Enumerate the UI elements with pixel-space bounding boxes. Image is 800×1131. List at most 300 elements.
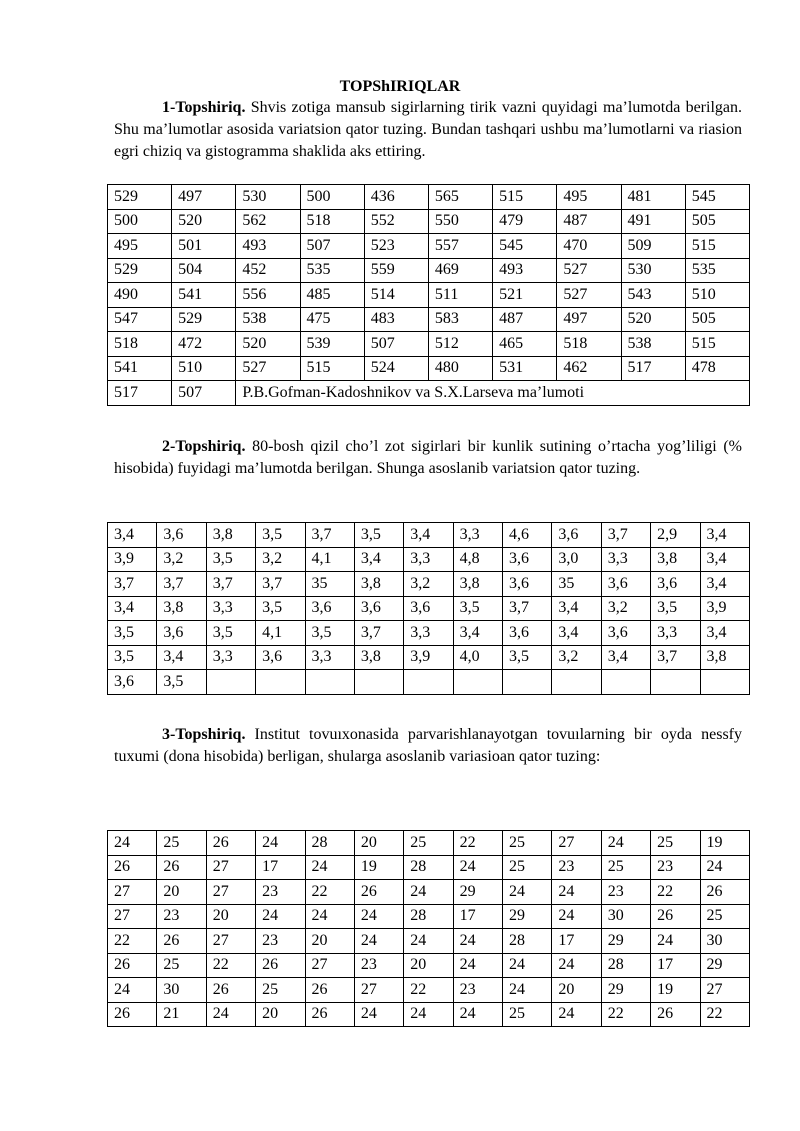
- table-cell: 3,5: [305, 621, 354, 646]
- table-cell: 20: [206, 904, 255, 929]
- table-cell: 547: [108, 307, 172, 332]
- table-row: [108, 234, 750, 259]
- table-cell: 518: [557, 332, 621, 357]
- table-cell: 3,6: [157, 523, 206, 548]
- table-row: [108, 904, 750, 929]
- table-row: [108, 929, 750, 954]
- table-cell: 3,4: [700, 572, 750, 597]
- task1-paragraph: [114, 97, 742, 163]
- table-cell: 24: [354, 904, 403, 929]
- table-row: [108, 332, 750, 357]
- table-cell: 501: [172, 234, 236, 259]
- table-cell: 538: [621, 332, 685, 357]
- table-cell: 3,6: [552, 523, 601, 548]
- table-cell: 25: [256, 978, 305, 1003]
- table-cell: 530: [236, 185, 300, 210]
- table-cell: 22: [601, 1002, 650, 1027]
- table-cell: 24: [305, 904, 354, 929]
- table-cell: 24: [404, 1002, 453, 1027]
- table-cell: 3,8: [651, 547, 700, 572]
- table-cell: 26: [305, 1002, 354, 1027]
- table-cell: 27: [700, 978, 750, 1003]
- table-cell: 3,3: [404, 621, 453, 646]
- table-cell: 531: [493, 356, 557, 381]
- table-cell: 479: [493, 209, 557, 234]
- table-cell: 495: [557, 185, 621, 210]
- table-cell: 487: [493, 307, 557, 332]
- table-cell: 518: [300, 209, 364, 234]
- table-row: [108, 356, 750, 381]
- table-cell: 35: [552, 572, 601, 597]
- table-cell: 28: [404, 904, 453, 929]
- table-cell: 3,6: [503, 572, 552, 597]
- table-cell: 3,4: [601, 645, 650, 670]
- table-cell: 495: [108, 234, 172, 259]
- table-cell: 3,8: [354, 645, 403, 670]
- table-cell: 3,6: [503, 547, 552, 572]
- table-cell: 3,8: [700, 645, 750, 670]
- table-row: [108, 283, 750, 308]
- table-row: [108, 670, 750, 695]
- task2-table: [107, 522, 750, 695]
- table-cell: 480: [428, 356, 492, 381]
- task3-paragraph: [114, 724, 742, 768]
- table-cell: 22: [305, 880, 354, 905]
- table-cell: 552: [364, 209, 428, 234]
- table-cell: 22: [206, 953, 255, 978]
- table-cell: 24: [651, 929, 700, 954]
- table-cell: 510: [685, 283, 749, 308]
- table-cell: 27: [206, 855, 255, 880]
- table-cell: 565: [428, 185, 492, 210]
- table-cell: 562: [236, 209, 300, 234]
- table-cell: 3,6: [108, 670, 157, 695]
- table-cell: 3,4: [108, 523, 157, 548]
- table-cell: 538: [236, 307, 300, 332]
- table-row: [108, 547, 750, 572]
- table-cell: 24: [552, 1002, 601, 1027]
- table-cell: [503, 670, 552, 695]
- table-cell: 3,5: [354, 523, 403, 548]
- table-cell: 3,6: [601, 572, 650, 597]
- table-cell: 4,8: [453, 547, 502, 572]
- table-cell: 541: [172, 283, 236, 308]
- table-cell: 518: [108, 332, 172, 357]
- table-cell: 24: [453, 1002, 502, 1027]
- table-cell: 26: [354, 880, 403, 905]
- table-cell: 462: [557, 356, 621, 381]
- table-cell: 22: [453, 831, 502, 856]
- table-cell: 3,2: [552, 645, 601, 670]
- table-cell: 530: [621, 258, 685, 283]
- table-cell: 24: [354, 929, 403, 954]
- table-cell: 24: [256, 904, 305, 929]
- table-cell: 478: [685, 356, 749, 381]
- table-cell: 505: [685, 307, 749, 332]
- table-cell: 3,3: [206, 596, 255, 621]
- table-cell: 26: [651, 1002, 700, 1027]
- table-cell: 529: [108, 185, 172, 210]
- table-cell: 529: [108, 258, 172, 283]
- table-cell: 25: [700, 904, 750, 929]
- table-row: [108, 978, 750, 1003]
- table-cell: 27: [108, 904, 157, 929]
- table-cell: 3,9: [700, 596, 750, 621]
- table-cell: 510: [172, 356, 236, 381]
- table-cell: 3,9: [404, 645, 453, 670]
- table-cell: 539: [300, 332, 364, 357]
- table-cell: 24: [453, 855, 502, 880]
- table-cell: 559: [364, 258, 428, 283]
- table-cell: 25: [601, 855, 650, 880]
- table-cell: 475: [300, 307, 364, 332]
- task2-text: 80-bosh qizil cho’l zot sigirlari bir kunlik sutining o’rtacha yog’liligi (% hisobida) fuyidagi ma’lumotda berilgan. Shunga asoslanib variatsion qator tuzing.: [114, 438, 742, 477]
- table-cell: 29: [601, 978, 650, 1003]
- table-cell: 20: [305, 929, 354, 954]
- table-cell: 25: [503, 855, 552, 880]
- table-cell: 545: [685, 185, 749, 210]
- table-cell: 20: [354, 831, 403, 856]
- table-row: [108, 645, 750, 670]
- table-cell: 436: [364, 185, 428, 210]
- table-row: [108, 1002, 750, 1027]
- table-cell: 20: [157, 880, 206, 905]
- table-cell: 3,7: [503, 596, 552, 621]
- table-cell: 497: [172, 185, 236, 210]
- table-cell: 481: [621, 185, 685, 210]
- table-cell: 23: [157, 904, 206, 929]
- table-cell: 24: [256, 831, 305, 856]
- table-cell: 28: [503, 929, 552, 954]
- table-cell: [256, 670, 305, 695]
- table-cell: 3,3: [404, 547, 453, 572]
- task2-label: 2-Topshiriq.: [162, 438, 246, 455]
- table-cell: 3,5: [206, 547, 255, 572]
- table-cell: 520: [236, 332, 300, 357]
- table-cell: 23: [601, 880, 650, 905]
- table-cell: 4,1: [305, 547, 354, 572]
- table-cell: 545: [493, 234, 557, 259]
- table-cell: 24: [503, 953, 552, 978]
- table-cell: 23: [453, 978, 502, 1003]
- table-cell: 24: [108, 831, 157, 856]
- table-cell: 3,5: [108, 645, 157, 670]
- table-cell: 24: [354, 1002, 403, 1027]
- table-cell: 543: [621, 283, 685, 308]
- table-row: [108, 621, 750, 646]
- table-cell: 22: [108, 929, 157, 954]
- table-cell: 4,0: [453, 645, 502, 670]
- table-cell: 3,4: [552, 596, 601, 621]
- table-cell: 25: [157, 831, 206, 856]
- table-cell: 24: [503, 880, 552, 905]
- table-cell: 20: [256, 1002, 305, 1027]
- page-title: TOPShIRIQLAR: [339, 78, 461, 95]
- table-cell: 520: [621, 307, 685, 332]
- table-cell: 20: [552, 978, 601, 1003]
- table-cell: 26: [206, 978, 255, 1003]
- table-cell: [601, 670, 650, 695]
- table-cell: 3,4: [404, 523, 453, 548]
- table-cell: [552, 670, 601, 695]
- table-cell: 24: [108, 978, 157, 1003]
- table-cell: 3,2: [404, 572, 453, 597]
- task3-label: 3-Topshiriq.: [162, 726, 246, 743]
- table-cell: 24: [503, 978, 552, 1003]
- table-cell: [305, 670, 354, 695]
- table-cell: 30: [157, 978, 206, 1003]
- table-row: [108, 572, 750, 597]
- task1-label: 1-Topshiriq.: [162, 99, 246, 116]
- table-cell: 3,6: [651, 572, 700, 597]
- table-cell: 3,7: [206, 572, 255, 597]
- table-cell: 3,3: [651, 621, 700, 646]
- table-cell: 3,2: [601, 596, 650, 621]
- table-cell: 3,9: [108, 547, 157, 572]
- table-cell: 3,5: [453, 596, 502, 621]
- table-row: [108, 381, 750, 406]
- table-cell: 26: [108, 1002, 157, 1027]
- table-cell: 26: [157, 929, 206, 954]
- table-cell: [700, 670, 750, 695]
- table-cell: 512: [428, 332, 492, 357]
- table-cell: 24: [552, 880, 601, 905]
- table-cell: 25: [651, 831, 700, 856]
- table-cell: 487: [557, 209, 621, 234]
- table-cell: 23: [552, 855, 601, 880]
- table-cell: 491: [621, 209, 685, 234]
- table-cell: [453, 670, 502, 695]
- table-cell: 505: [685, 209, 749, 234]
- task1-text: Shvis zotiga mansub sigirlarning tirik vazni quyidagi ma’lumotda berilgan. Shu ma’lumotlar asosida variatsion qator tuzing. Bundan tashqari ushbu ma’lumotlarni va riasion egri chiziq va gistogramma shaklida aks ettiring.: [114, 99, 742, 160]
- table-cell: 3,5: [157, 670, 206, 695]
- table-cell: 541: [108, 356, 172, 381]
- table-cell: 22: [700, 1002, 750, 1027]
- table-cell: 472: [172, 332, 236, 357]
- task3-table: [107, 830, 750, 1027]
- table-cell: 29: [503, 904, 552, 929]
- table-cell: 550: [428, 209, 492, 234]
- table-cell: 3,5: [651, 596, 700, 621]
- table-cell: 483: [364, 307, 428, 332]
- table-cell: 507: [364, 332, 428, 357]
- table-cell: 515: [685, 332, 749, 357]
- table-cell: 535: [300, 258, 364, 283]
- table-cell: 3,7: [108, 572, 157, 597]
- table-cell: 27: [552, 831, 601, 856]
- table-cell: 22: [404, 978, 453, 1003]
- task3-text: Institut tovuıxonasida parvarishlanayotgan tovuılarning bir oyda nessfy tuxumi (dona hisobida) berligan, shularga asoslanib variasioan qator tuzing:: [114, 726, 742, 765]
- table-cell: 3,4: [552, 621, 601, 646]
- table-cell: 26: [108, 953, 157, 978]
- table-cell: 26: [206, 831, 255, 856]
- table-cell: 3,6: [601, 621, 650, 646]
- table-cell: 30: [700, 929, 750, 954]
- table-cell: 3,7: [256, 572, 305, 597]
- table-cell: 507: [300, 234, 364, 259]
- table-row: [108, 880, 750, 905]
- table-cell: 3,5: [256, 596, 305, 621]
- table-cell: 24: [453, 929, 502, 954]
- table-cell: 17: [552, 929, 601, 954]
- table-cell: 19: [700, 831, 750, 856]
- table-cell: 3,6: [404, 596, 453, 621]
- table-cell: 523: [364, 234, 428, 259]
- table-cell: 517: [621, 356, 685, 381]
- table-cell: 509: [621, 234, 685, 259]
- table-cell: 490: [108, 283, 172, 308]
- table-cell: 452: [236, 258, 300, 283]
- table-cell: 511: [428, 283, 492, 308]
- table-cell: 23: [354, 953, 403, 978]
- table-cell: 3,3: [206, 645, 255, 670]
- table-cell: 2,9: [651, 523, 700, 548]
- task2-paragraph: [114, 436, 742, 480]
- table-cell: 527: [557, 283, 621, 308]
- table-cell: 25: [404, 831, 453, 856]
- table-cell: 3,8: [157, 596, 206, 621]
- table-cell: 29: [453, 880, 502, 905]
- table-cell: 26: [108, 855, 157, 880]
- table-cell: 3,5: [256, 523, 305, 548]
- table-cell: 497: [557, 307, 621, 332]
- table-cell: 23: [256, 929, 305, 954]
- table-cell: 27: [206, 929, 255, 954]
- table-cell: 3,4: [354, 547, 403, 572]
- table-row: [108, 596, 750, 621]
- table-row: [108, 185, 750, 210]
- table-cell: 493: [493, 258, 557, 283]
- table-cell: 517: [108, 381, 172, 406]
- table-cell: 3,8: [206, 523, 255, 548]
- table-cell: 19: [651, 978, 700, 1003]
- table-cell: [404, 670, 453, 695]
- table-cell: 25: [503, 831, 552, 856]
- table-cell: 557: [428, 234, 492, 259]
- table-row: [108, 258, 750, 283]
- table-cell: 30: [601, 904, 650, 929]
- table-cell: 514: [364, 283, 428, 308]
- table-cell: 24: [552, 904, 601, 929]
- table-cell: 3,4: [700, 523, 750, 548]
- table-cell: [206, 670, 255, 695]
- table-cell: 3,3: [305, 645, 354, 670]
- table-cell: 515: [493, 185, 557, 210]
- table-cell: 3,3: [453, 523, 502, 548]
- table-cell: 3,6: [503, 621, 552, 646]
- table-cell: 3,5: [108, 621, 157, 646]
- table-cell: 515: [300, 356, 364, 381]
- table-cell: 3,0: [552, 547, 601, 572]
- table-cell: [354, 670, 403, 695]
- table-cell: 485: [300, 283, 364, 308]
- table-cell: 521: [493, 283, 557, 308]
- table-cell: 21: [157, 1002, 206, 1027]
- table-cell: 3,7: [651, 645, 700, 670]
- table-cell: 24: [552, 953, 601, 978]
- table-cell: 3,7: [354, 621, 403, 646]
- table-cell: 3,6: [157, 621, 206, 646]
- table-cell: 3,7: [157, 572, 206, 597]
- table-cell: 527: [236, 356, 300, 381]
- table-cell: 504: [172, 258, 236, 283]
- table-cell: 19: [354, 855, 403, 880]
- table-cell: 3,2: [157, 547, 206, 572]
- table-cell: 3,8: [453, 572, 502, 597]
- table-cell: 3,8: [354, 572, 403, 597]
- table-cell: 3,7: [305, 523, 354, 548]
- table-cell: 4,6: [503, 523, 552, 548]
- table-cell: 529: [172, 307, 236, 332]
- source-note-cell: P.B.Gofman-Kadoshnikov va S.X.Larseva ma’lumoti: [236, 381, 750, 406]
- table-cell: 3,4: [700, 547, 750, 572]
- table-cell: 17: [651, 953, 700, 978]
- table-cell: 520: [172, 209, 236, 234]
- table-cell: 25: [157, 953, 206, 978]
- table-cell: 24: [453, 953, 502, 978]
- table-cell: 515: [685, 234, 749, 259]
- table-cell: 3,4: [700, 621, 750, 646]
- table-cell: 465: [493, 332, 557, 357]
- table-cell: 24: [305, 855, 354, 880]
- table-cell: 28: [601, 953, 650, 978]
- table-cell: 3,6: [354, 596, 403, 621]
- table-cell: 17: [256, 855, 305, 880]
- table-cell: 524: [364, 356, 428, 381]
- table-cell: 24: [700, 855, 750, 880]
- table-row: [108, 953, 750, 978]
- table-cell: 3,4: [453, 621, 502, 646]
- table-cell: 3,6: [305, 596, 354, 621]
- table-cell: 35: [305, 572, 354, 597]
- table-cell: 469: [428, 258, 492, 283]
- table-cell: 22: [651, 880, 700, 905]
- table-cell: [651, 670, 700, 695]
- table-row: [108, 209, 750, 234]
- table-cell: 3,2: [256, 547, 305, 572]
- table-cell: 29: [601, 929, 650, 954]
- table-row: [108, 831, 750, 856]
- table-row: [108, 523, 750, 548]
- table-cell: 28: [404, 855, 453, 880]
- table-cell: 3,3: [601, 547, 650, 572]
- table-cell: 3,4: [108, 596, 157, 621]
- table-cell: 25: [503, 1002, 552, 1027]
- table-cell: 24: [404, 929, 453, 954]
- table-row: [108, 307, 750, 332]
- table-cell: 26: [700, 880, 750, 905]
- table-cell: 28: [305, 831, 354, 856]
- table-cell: 507: [172, 381, 236, 406]
- table-cell: 26: [651, 904, 700, 929]
- table-cell: 527: [557, 258, 621, 283]
- table-cell: 3,7: [601, 523, 650, 548]
- table-cell: 23: [651, 855, 700, 880]
- table-cell: 500: [108, 209, 172, 234]
- table-cell: 24: [206, 1002, 255, 1027]
- table-row: [108, 855, 750, 880]
- table-cell: 583: [428, 307, 492, 332]
- table-cell: 27: [305, 953, 354, 978]
- table-cell: 27: [354, 978, 403, 1003]
- table-cell: 17: [453, 904, 502, 929]
- table-cell: 3,6: [256, 645, 305, 670]
- table-cell: 535: [685, 258, 749, 283]
- table-cell: 3,5: [503, 645, 552, 670]
- table-cell: 23: [256, 880, 305, 905]
- table-cell: 27: [108, 880, 157, 905]
- table-cell: 20: [404, 953, 453, 978]
